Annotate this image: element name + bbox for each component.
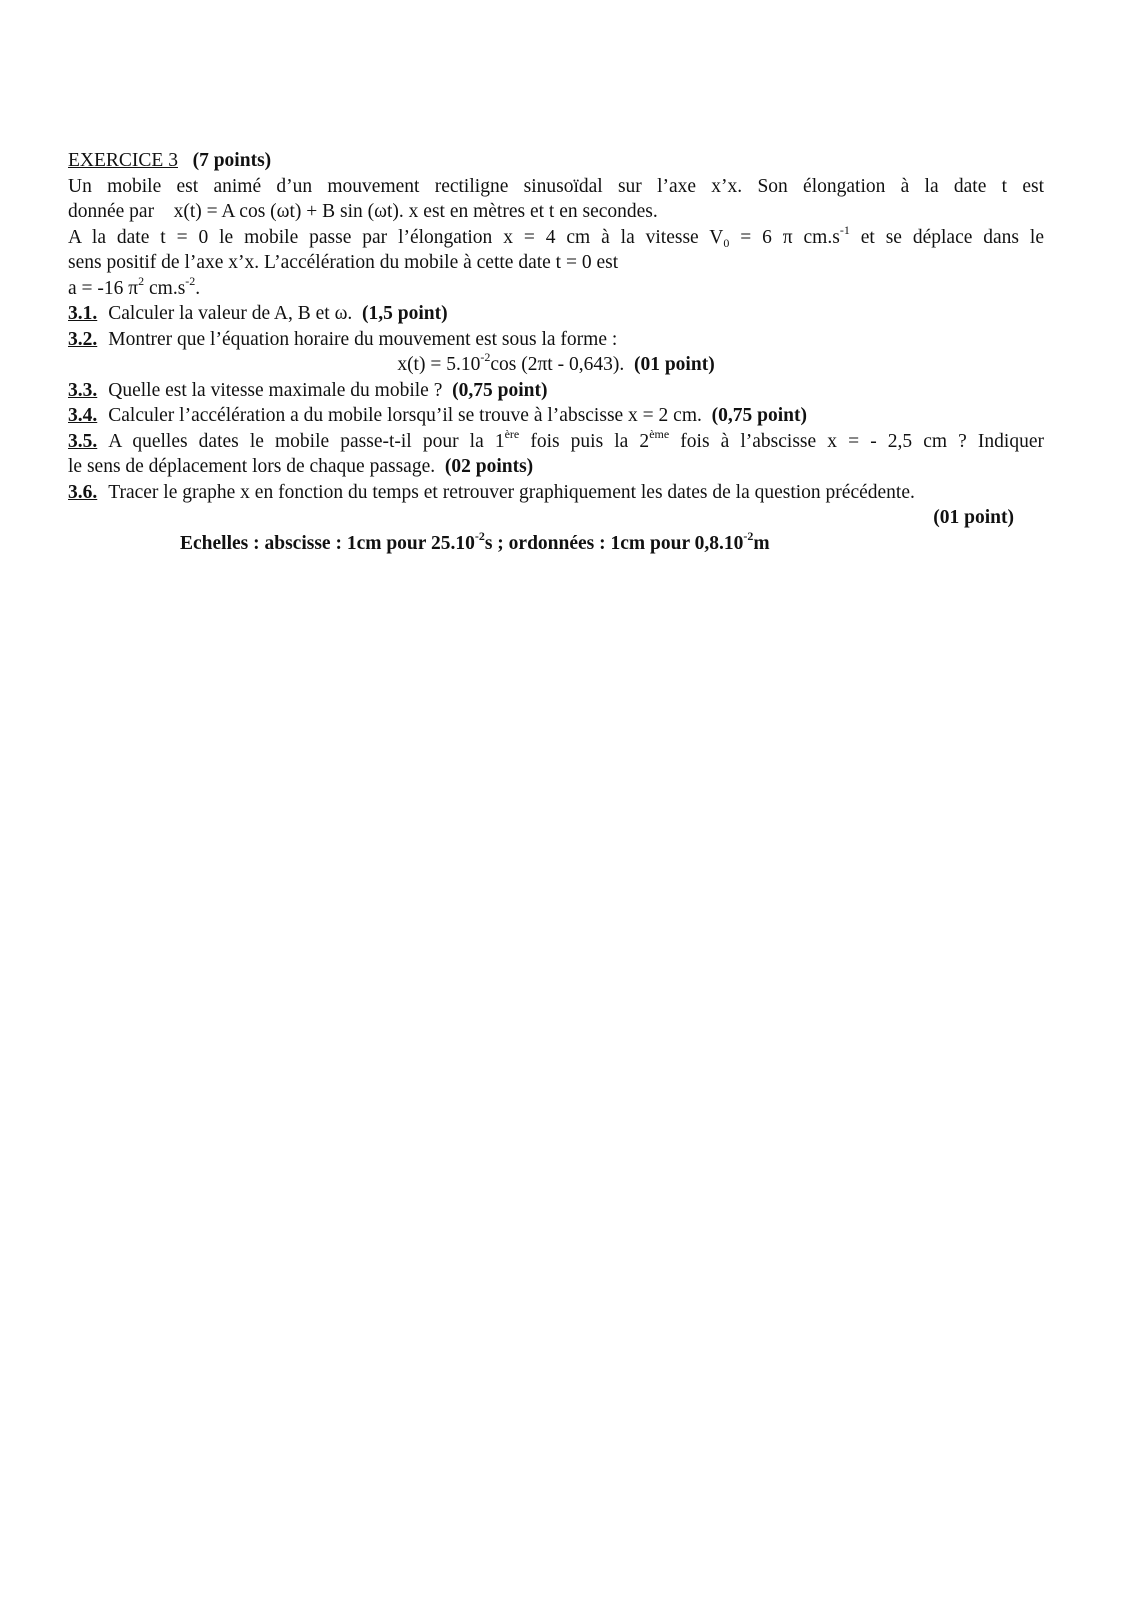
scale-ordinate-exponent: -2	[743, 528, 754, 543]
scale-ordinate-unit: m	[753, 532, 770, 554]
exercise-total-points: (7 points)	[192, 150, 272, 171]
question-number: 3.3.	[68, 379, 98, 401]
intro-line-2-equation: x(t) = A cos (ωt) + B sin (ωt). x est en mètres et t en secondes.	[173, 201, 658, 222]
question-number: 3.4.	[68, 405, 98, 426]
question-text-part-4: le sens de déplacement lors de chaque passage.	[68, 456, 436, 477]
ordinal-first: ère	[504, 426, 520, 441]
pi-exponent: 2	[138, 273, 145, 288]
question-text: Montrer que l’équation horaire du mouvement est sous la forme :	[108, 328, 618, 350]
exercise-title: EXERCICE 3	[68, 150, 178, 171]
question-points: (01 point)	[933, 507, 1014, 528]
intro-line-5-end: .	[195, 277, 201, 299]
intro-line-3-text: A la date t = 0 le mobile passe par l’élongation x = 4 cm à la vitesse V	[68, 226, 724, 248]
scale-abscissa-exponent: -2	[474, 528, 485, 543]
question-number: 3.2.	[68, 328, 98, 350]
intro-line-1: Un mobile est animé d’un mouvement rectiligne sinusoïdal sur l’axe x’x. Son élongation à la date t est	[68, 175, 1044, 197]
question-3-6-points-line	[68, 505, 1044, 531]
intro-line-2	[68, 199, 1044, 225]
question-points: (0,75 point)	[452, 379, 548, 401]
scale-ordinate: s ; ordonnées : 1cm pour 0,8.10	[484, 532, 744, 554]
question-number: 3.5.	[68, 430, 98, 452]
intro-line-4: sens positif de l’axe x’x. L’accélération du mobile à cette date t = 0 est	[68, 252, 619, 273]
question-points: (01 point)	[633, 354, 715, 375]
question-text: Quelle est la vitesse maximale du mobile ?	[108, 379, 443, 401]
question-3-5	[68, 426, 1044, 455]
exercise-heading	[68, 148, 1044, 174]
intro-line-3	[68, 222, 1044, 251]
question-text: Calculer la valeur de A, B et ω.	[108, 303, 353, 324]
exercise-document	[68, 148, 1044, 556]
question-text-part-1: A quelles dates le mobile passe-t-il pour la 1	[108, 430, 505, 452]
acceleration-value: a = -16 π	[68, 277, 139, 299]
question-3-3	[68, 378, 1044, 404]
acceleration-unit-exponent: -2	[185, 273, 196, 288]
intro-line-5	[68, 273, 1044, 302]
question-3-4	[68, 403, 1044, 429]
question-text-part-3: fois à l’abscisse x = - 2,5 cm ? Indiquer	[669, 430, 1044, 452]
question-number: 3.1.	[68, 303, 98, 324]
ordinal-second: ème	[649, 426, 670, 441]
intro-line-3-end: et se déplace dans le	[849, 226, 1044, 248]
question-points: (1,5 point)	[362, 303, 448, 324]
scale-abscissa: Echelles : abscisse : 1cm pour 25.10	[180, 532, 475, 554]
question-points: (0,75 point)	[711, 405, 807, 426]
equation-cos: cos (2πt - 0,643).	[490, 354, 625, 375]
intro-line-3-velocity: = 6 π cm.s	[729, 226, 840, 248]
hourly-equation	[68, 352, 1044, 378]
intro-line-2-lead: donnée par	[68, 201, 155, 222]
question-number: 3.6.	[68, 481, 98, 503]
question-3-6	[68, 480, 1044, 506]
graph-scales	[180, 528, 1044, 557]
question-text: Tracer le graphe x en fonction du temps et retrouver graphiquement les dates de la question précédente.	[108, 481, 915, 503]
question-3-5-continued	[68, 454, 1044, 480]
velocity-unit-exponent: -1	[839, 222, 850, 237]
question-3-1	[68, 301, 1044, 327]
velocity-subscript: 0	[723, 235, 730, 250]
acceleration-unit: cm.s	[144, 277, 186, 299]
question-text-part-2: fois puis la 2	[519, 430, 650, 452]
equation-exponent: -2	[480, 350, 491, 364]
equation-amplitude: x(t) = 5.10	[397, 354, 481, 375]
question-points: (02 points)	[444, 456, 534, 477]
question-3-2	[68, 327, 1044, 353]
question-text: Calculer l’accélération a du mobile lorsqu’il se trouve à l’abscisse x = 2 cm.	[108, 405, 702, 426]
